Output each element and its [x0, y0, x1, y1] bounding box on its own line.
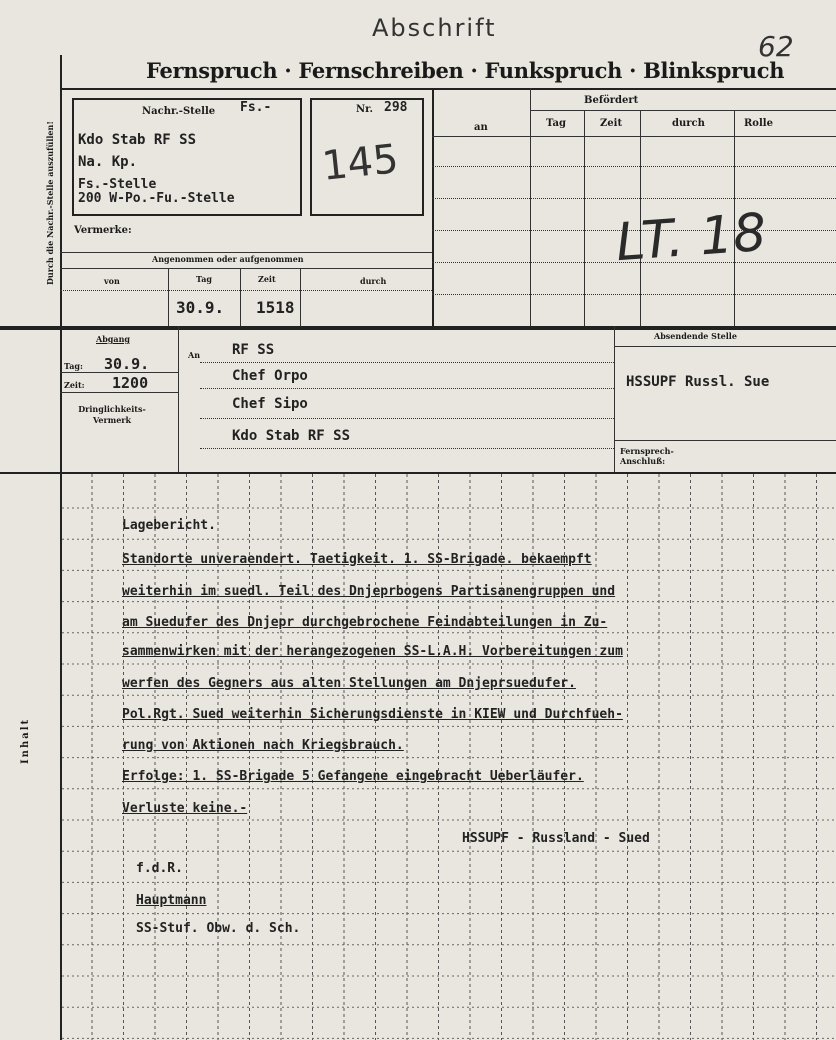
message-fdr: f.d.R. [136, 861, 183, 876]
received-zeit-value: 1518 [256, 298, 295, 317]
inhalt-label: Inhalt [20, 717, 31, 764]
message-name: Hauptmann [136, 893, 207, 908]
nr-value: 298 [384, 100, 408, 115]
befoerdert-col-durch: durch [672, 118, 705, 129]
abgang-zeit-label: Zeit: [64, 380, 85, 390]
copy-note: Abschrift [372, 14, 497, 42]
message-line-4: am Suedufer des Dnjepr durchgebrochene Feindabteilungen in Zu- [122, 615, 608, 630]
recipient-4: Kdo Stab RF SS [232, 428, 351, 444]
befoerdert-col-zeit: Zeit [600, 118, 623, 129]
dringlichkeits-label: Dringlichkeits-Vermerk [78, 404, 146, 425]
sender-line-1: Kdo Stab RF SS [78, 132, 197, 148]
side-note: Durch die Nachr.-Stelle auszufüllen! [45, 121, 55, 285]
received-tag-value: 30.9. [176, 298, 225, 317]
received-col-zeit: Zeit [258, 274, 276, 284]
an-label: An [188, 350, 201, 360]
nachr-stelle-code: Fs.- [240, 100, 272, 115]
nr-label: Nr. [356, 104, 373, 115]
message-signature: HSSUPF - Russland - Sued [462, 831, 650, 846]
received-col-von: von [104, 276, 120, 286]
abgang-label: Abgang [96, 334, 130, 344]
sender-label: Absendende Stelle [654, 331, 737, 341]
message-line-10: Verluste keine.- [122, 801, 248, 816]
fernsprech-label: Fernsprech-Anschluß: [620, 446, 674, 466]
page-number: 62 [758, 30, 794, 63]
recipient-2: Chef Orpo [232, 368, 308, 384]
message-line-2: Standorte unveraendert. Taetigkeit. 1. SS-Brigade. bekaempft [122, 552, 592, 567]
form-title: Fernspruch · Fernschreiben · Funkspruch · Blinkspruch [146, 58, 785, 83]
befoerdert-heading: Befördert [584, 95, 639, 106]
befoerdert-col-an: an [474, 122, 488, 133]
message-line-9: Erfolge: 1. SS-Brigade 5 Gefangene eingebracht Ueberläufer. [122, 769, 584, 784]
sender-value: HSSUPF Russl. Sue [626, 374, 770, 390]
received-col-durch: durch [360, 276, 387, 286]
message-line-7: Pol.Rgt. Sued weiterhin Sicherungsdienste in KIEW und Durchfueh- [122, 707, 623, 722]
message-line-3: weiterhin im suedl. Teil des Dnjeprbogens Partisanengruppen und [122, 584, 616, 599]
vermerke-label: Vermerke: [74, 225, 132, 236]
abgang-tag-value: 30.9. [104, 355, 150, 373]
befoerdert-col-tag: Tag [546, 118, 566, 129]
message-rank: SS-Stuf. Obw. d. Sch. [136, 921, 301, 936]
sender-line-2: Na. Kp. [78, 154, 138, 170]
recipient-3: Chef Sipo [232, 396, 308, 412]
message-line-1: Lagebericht. [122, 518, 216, 533]
received-col-tag: Tag [196, 274, 212, 284]
abgang-tag-label: Tag: [64, 361, 83, 371]
message-line-8: rung von Aktionen nach Kriegsbrauch. [122, 738, 404, 753]
befoerdert-signature: LT. 18 [614, 202, 769, 274]
received-heading: Angenommen oder aufgenommen [152, 254, 304, 264]
sender-line-4: 200 W-Po.-Fu.-Stelle [78, 191, 235, 206]
recipient-1: RF SS [232, 342, 275, 358]
abgang-zeit-value: 1200 [112, 374, 149, 392]
message-line-5: sammenwirken mit der herangezogenen SS-L.A.H. Vorbereitungen zum [122, 644, 623, 659]
message-line-6: werfen des Gegners aus alten Stellungen am Dnjeprsuedufer. [122, 676, 576, 691]
befoerdert-col-rolle: Rolle [744, 118, 773, 129]
handwritten-number: 145 [319, 136, 401, 190]
nachr-stelle-label: Nachr.-Stelle [142, 106, 216, 117]
sender-line-3: Fs.-Stelle [78, 177, 157, 192]
